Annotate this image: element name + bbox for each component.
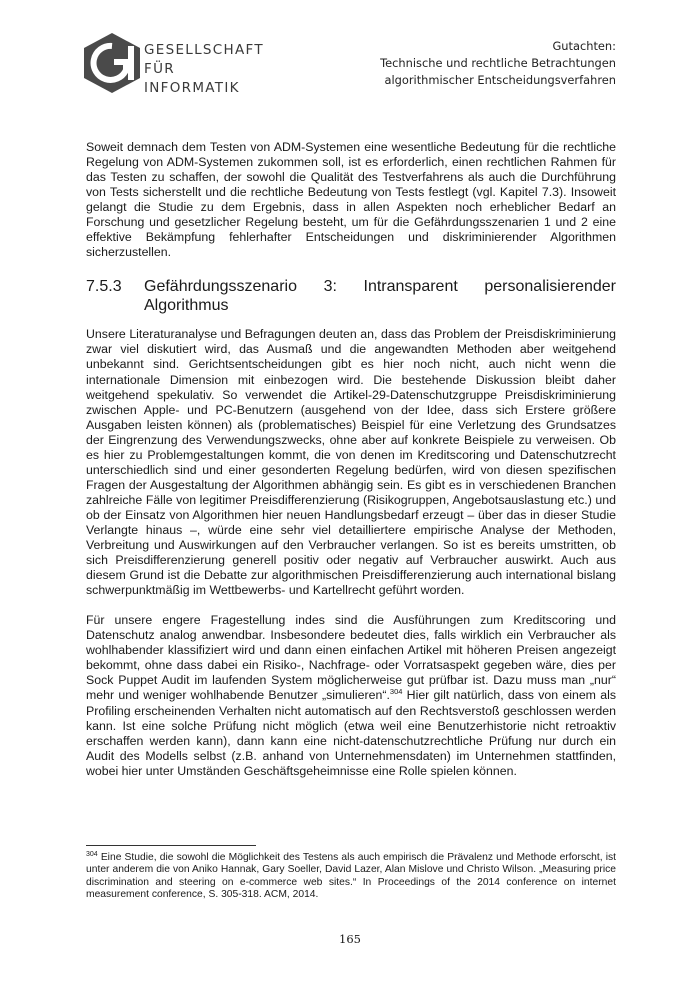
paragraph-3-part1: Für unsere engere Fragestellung indes sind die Ausführungen zum Kreditscoring und Datenschutz analog anwendbar. Insbesondere bedeutet dies, falls wirklich ein Verbraucher als wohlhabender klassifiziert wird und dann einen einfachen Artikel mit höheren Preisen angezeigt bekommt, ohne dass dabei ein Risiko-, Nachfrage- oder Vorratsaspekt gegeben wäre, dies per Sock Puppet Audit im laufenden System möglicherweise gut prüfbar ist. Dazu muss man „nur“ mehr und weniger wohlhabende Benutzer „simulieren“. [86, 613, 616, 703]
org-name-line1: GESELLSCHAFT [144, 42, 264, 58]
paragraph-3 [86, 613, 616, 779]
gi-logo-mark-icon [82, 32, 142, 94]
footnote-reference[interactable]: 304 [389, 687, 403, 697]
footnote-divider [86, 845, 256, 846]
page-number: 165 [339, 932, 361, 946]
org-name [144, 41, 264, 98]
doc-header-line1: Gutachten: [552, 39, 616, 53]
paragraph-3-part2: Hier gilt natürlich, dass von einem als Profiling erscheinenden Verhalten nicht automatisch auf den Rechtsverstoß geschlossen werden kann. Ist eine solche Prüfung nicht möglich (etwa weil eine Benutzerhistorie nicht retroaktiv erschaffen werden kann), dann kann eine nicht-datenschutzrechtliche Prüfung nur durch ein Audit des Modells selbst (z.B. anhand von Unternehmensdaten) im Unternehmen stattfinden, wobei hier unter Umständen Geschäftsgeheimnisse eine Rolle spielen können. [86, 688, 616, 778]
org-name-line2: FÜR INFORMATIK [144, 61, 240, 96]
section-heading [86, 277, 616, 315]
section-number: 7.5.3 [86, 278, 122, 296]
doc-header-line3: algorithmischer Entscheidungsverfahren [384, 73, 616, 87]
document-header [380, 38, 616, 89]
paragraph-2: Unsere Literaturanalyse und Befragungen deuten an, dass das Problem der Preisdiskriminierung zwar viel diskutiert wird, das Ausmaß und die angewandten Methoden aber weitgehend unbekannt sind. Gerichtsentscheidungen gibt es hier noch nicht, auch nicht wenn die internationale Dimension mit einbezogen wird. Die bestehende Diskussion bleibt daher weitgehend spekulativ. So verwendet die Artikel-29-Datenschutzgruppe Preisdiskriminierung zwischen Apple- und PC-Benutzern (ausgehend von der Idee, dass sich Erstere größere Ausgaben leisten können) als (problematisches) Beispiel für eine Verletzung des Grundsatzes der Eingrenzung des Verwendungszwecks, ohne aber auf konkrete Beispiele zu verweisen. Ob es hier zu Problemgestaltungen kommt, die von denen im Kreditscoring und Datenschutzrecht unterschiedlich sind und einer gesonderten Regelung bedürfen, wird von diesen spezifischen Fragen der Ausgestaltung der Algorithmen abhängig sein. Es gibt es in verschiedenen Branchen zahlreiche Fälle von legitimer Preisdifferenzierung (Risikogruppen, Angebotsauslastung etc.) und ob der Einsatz von Algorithmen hier neuen Handlungsbedarf erzeugt – über das in dieser Studie Verlangte hinaus –, würde eine sehr viel detailliertere empirische Analyse der Methoden, Verbreitung und Auswirkungen auf den Verbraucher verlangen. So ist es bereits umstritten, ob sich Preisdifferenzierung generell positiv oder negativ auf Verbraucher auswirkt. Auch aus diesem Grund ist die Debatte zur algorithmischen Preisdifferenzierung auch international bislang schwerpunktmäßig im Wettbewerbs- und Kartellrecht geführt worden. [86, 327, 616, 598]
gi-logo [82, 32, 262, 94]
footnote-number: 304 [86, 851, 98, 858]
main-content [86, 140, 616, 779]
section-title: Gefährdungsszenario 3: Intransparent personalisierender Algorithmus [144, 278, 616, 315]
footnote-text: Eine Studie, die sowohl die Möglichkeit des Testens als auch empirisch die Prävalenz und Methode erforscht, ist unter anderem die von Aniko Hannak, Gary Soeller, David Lazer, Alan Mislove und Christo Wilson. „Measuring price discrimination and steering on e-commerce web sites.“ In Proceedings of the 2014 conference on internet measurement conference, S. 305-318. ACM, 2014. [86, 852, 616, 900]
footnote [86, 852, 616, 901]
paragraph-1: Soweit demnach dem Testen von ADM-Systemen eine wesentliche Bedeutung für die rechtliche Regelung von ADM-Systemen zukommen soll, ist es erforderlich, einen rechtlichen Rahmen für das Testen zu schaffen, der sowohl die Qualität des Testverfahrens als auch die Durchführung von Tests sicherstellt und die rechtliche Bedeutung von Tests festlegt (vgl. Kapitel 7.3). Insoweit gelangt die Studie zu dem Ergebnis, dass in allen Aspekten noch erheblicher Bedarf an Forschung und gesetzlicher Regelung besteht, um für die Gefährdungsszenarien 1 und 2 eine effektive Bekämpfung fehlerhafter Entscheidungen und diskriminierender Algorithmen sicherzustellen. [86, 140, 616, 260]
doc-header-line2: Technische und rechtliche Betrachtungen [380, 56, 616, 70]
